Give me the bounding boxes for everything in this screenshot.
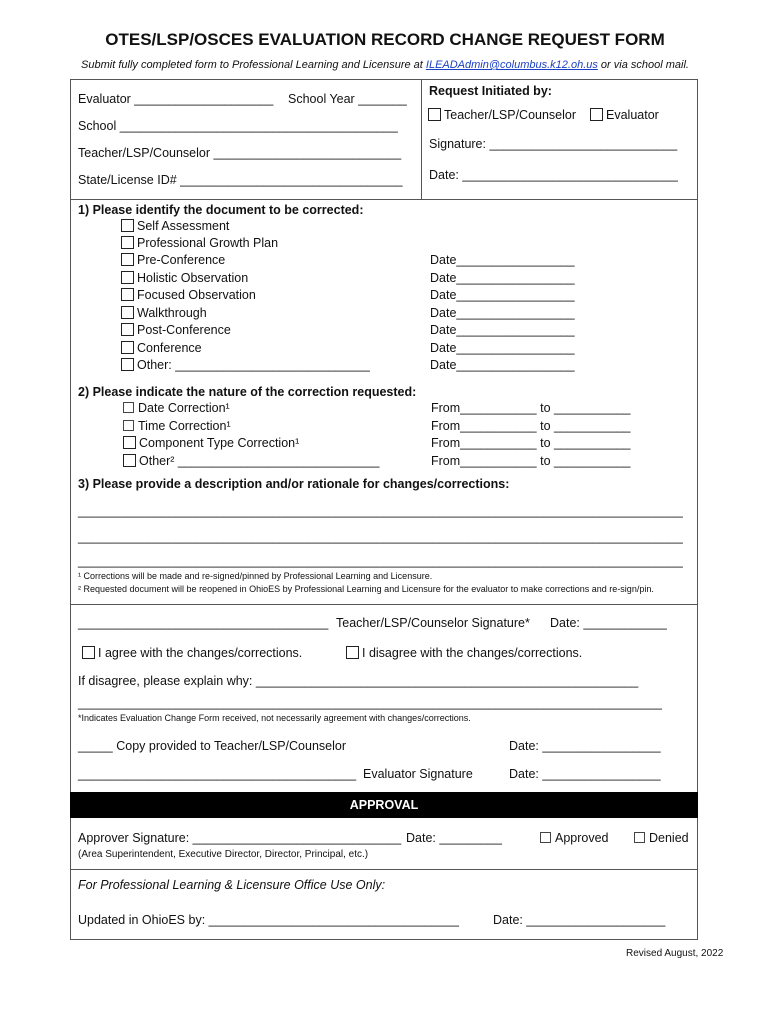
document-date-field[interactable]: Date_________________ bbox=[430, 358, 575, 372]
correction-option-label: Time Correction¹ bbox=[138, 419, 231, 433]
disagree-option[interactable] bbox=[346, 646, 582, 660]
subtitle-prefix: Submit fully completed form to Professional Learning and Licensure at bbox=[81, 59, 426, 71]
document-option-label: Professional Growth Plan bbox=[137, 236, 279, 250]
checkbox-icon[interactable] bbox=[123, 436, 136, 449]
correction-option[interactable] bbox=[123, 401, 230, 415]
document-option[interactable] bbox=[121, 236, 278, 250]
checkbox-icon[interactable] bbox=[540, 832, 551, 843]
checkbox-icon[interactable] bbox=[121, 341, 134, 354]
checkbox-icon[interactable] bbox=[121, 271, 134, 284]
form-subtitle bbox=[0, 59, 770, 71]
correction-option-label: Component Type Correction¹ bbox=[139, 436, 300, 450]
license-field[interactable]: State/License ID# ________________________________ bbox=[78, 173, 403, 187]
document-option[interactable] bbox=[121, 358, 370, 372]
checkbox-icon[interactable] bbox=[123, 420, 134, 431]
description-line[interactable]: _______________________________________________________________________________________ bbox=[78, 530, 683, 544]
disagree-label: I disagree with the changes/corrections. bbox=[362, 646, 583, 660]
correction-range-field[interactable]: From___________ to ___________ bbox=[431, 436, 631, 450]
evaluator-signature-date[interactable]: Date: _________________ bbox=[509, 767, 661, 781]
evaluator-signature-line[interactable]: ________________________________________ bbox=[78, 767, 357, 781]
checkbox-icon[interactable] bbox=[82, 646, 95, 659]
disagree-explain-field[interactable]: If disagree, please explain why: _______________________________________________________ bbox=[78, 674, 639, 688]
correction-range-field[interactable]: From___________ to ___________ bbox=[431, 419, 631, 433]
document-option-label: Conference bbox=[137, 341, 202, 355]
checkbox-icon[interactable] bbox=[121, 253, 134, 266]
evaluator-signature-label: Evaluator Signature bbox=[363, 767, 473, 781]
initiated-teacher-option[interactable] bbox=[428, 108, 576, 122]
disagree-explain-line[interactable]: ____________________________________________________________________________________ bbox=[78, 696, 662, 710]
document-option[interactable] bbox=[121, 271, 248, 285]
approver-signature-field[interactable]: Approver Signature: ______________________________ bbox=[78, 831, 402, 845]
correction-range-field[interactable]: From___________ to ___________ bbox=[431, 454, 631, 468]
checkbox-icon[interactable] bbox=[123, 454, 136, 467]
footnote-1: ¹ Corrections will be made and re-signed/pinned by Professional Learning and Licensure. bbox=[78, 571, 433, 581]
document-option-label: Other: ____________________________ bbox=[137, 358, 370, 372]
checkbox-icon[interactable] bbox=[121, 358, 134, 371]
office-use-heading: For Professional Learning & Licensure Office Use Only: bbox=[78, 878, 386, 892]
teacher-signature-date[interactable]: Date: ____________ bbox=[550, 616, 667, 630]
document-date-field[interactable]: Date_________________ bbox=[430, 253, 575, 267]
document-option[interactable] bbox=[121, 341, 202, 355]
section-divider bbox=[70, 604, 698, 605]
initiated-by-label: Request Initiated by: bbox=[429, 84, 552, 98]
header-divider bbox=[421, 79, 422, 199]
teacher-signature-line[interactable]: ____________________________________ bbox=[78, 616, 329, 630]
approved-option[interactable] bbox=[540, 831, 609, 845]
correction-option-label: Date Correction¹ bbox=[138, 401, 230, 415]
document-option[interactable] bbox=[121, 306, 207, 320]
description-line[interactable]: _______________________________________________________________________________________ bbox=[78, 504, 683, 518]
denied-option[interactable] bbox=[634, 831, 689, 845]
approver-date-field[interactable]: Date: _________ bbox=[406, 831, 502, 845]
approval-header: APPROVAL bbox=[70, 792, 698, 818]
school-field[interactable]: School ________________________________________ bbox=[78, 119, 398, 133]
correction-option[interactable] bbox=[123, 436, 299, 450]
document-date-field[interactable]: Date_________________ bbox=[430, 271, 575, 285]
document-date-field[interactable]: Date_________________ bbox=[430, 323, 575, 337]
document-option-label: Walkthrough bbox=[137, 306, 207, 320]
receipt-note: *Indicates Evaluation Change Form received, not necessarily agreement with changes/corrections. bbox=[78, 713, 471, 723]
document-date-field[interactable]: Date_________________ bbox=[430, 288, 575, 302]
checkbox-icon[interactable] bbox=[346, 646, 359, 659]
updated-date-field[interactable]: Date: ____________________ bbox=[493, 913, 666, 927]
checkbox-icon[interactable] bbox=[121, 306, 134, 319]
initiated-teacher-label: Teacher/LSP/Counselor bbox=[444, 108, 577, 122]
checkbox-icon[interactable] bbox=[634, 832, 645, 843]
section1-heading: 1) Please identify the document to be corrected: bbox=[78, 203, 364, 217]
document-option-label: Focused Observation bbox=[137, 288, 256, 302]
document-option-label: Self Assessment bbox=[137, 219, 230, 233]
correction-range-field[interactable]: From___________ to ___________ bbox=[431, 401, 631, 415]
checkbox-icon[interactable] bbox=[428, 108, 441, 121]
initiator-signature-field[interactable]: Signature: ___________________________ bbox=[429, 137, 678, 151]
initiated-evaluator-option[interactable] bbox=[590, 108, 659, 122]
section-divider bbox=[70, 869, 698, 870]
checkbox-icon[interactable] bbox=[121, 236, 134, 249]
description-line[interactable]: _______________________________________________________________________________________ bbox=[78, 554, 683, 568]
subtitle-suffix: or via school mail. bbox=[597, 59, 689, 71]
email-link[interactable]: ILEADAdmin@columbus.k12.oh.us bbox=[425, 59, 598, 71]
checkbox-icon[interactable] bbox=[123, 402, 134, 413]
section-divider bbox=[70, 199, 698, 200]
footnote-2: ² Requested document will be reopened in OhioES by Professional Learning and Licensure for the evaluator to make corrections and re-sign/pin. bbox=[78, 584, 654, 594]
document-option[interactable] bbox=[121, 288, 256, 302]
copy-provided-date[interactable]: Date: _________________ bbox=[509, 739, 661, 753]
document-option-label: Post-Conference bbox=[137, 323, 231, 337]
section3-heading: 3) Please provide a description and/or rationale for changes/corrections: bbox=[78, 477, 510, 491]
evaluator-field[interactable]: Evaluator ____________________ bbox=[78, 92, 274, 106]
teacher-signature-label: Teacher/LSP/Counselor Signature* bbox=[336, 616, 530, 630]
copy-provided-field[interactable]: _____ Copy provided to Teacher/LSP/Counselor bbox=[78, 739, 346, 753]
section2-heading: 2) Please indicate the nature of the correction requested: bbox=[78, 385, 417, 399]
updated-by-field[interactable]: Updated in OhioES by: ____________________________________ bbox=[78, 913, 459, 927]
denied-label: Denied bbox=[649, 831, 689, 845]
document-option[interactable] bbox=[121, 253, 225, 267]
correction-option[interactable] bbox=[123, 419, 231, 433]
teacher-field[interactable]: Teacher/LSP/Counselor ___________________________ bbox=[78, 146, 402, 160]
initiated-evaluator-label: Evaluator bbox=[606, 108, 659, 122]
document-date-field[interactable]: Date_________________ bbox=[430, 306, 575, 320]
checkbox-icon[interactable] bbox=[590, 108, 603, 121]
initiator-date-field[interactable]: Date: _______________________________ bbox=[429, 168, 678, 182]
form-title: OTES/LSP/OSCES EVALUATION RECORD CHANGE REQUEST FORM bbox=[105, 30, 665, 49]
agree-label: I agree with the changes/corrections. bbox=[98, 646, 303, 660]
document-option-label: Pre-Conference bbox=[137, 253, 226, 267]
correction-option[interactable] bbox=[123, 454, 380, 468]
agree-option[interactable] bbox=[82, 646, 302, 660]
checkbox-icon[interactable] bbox=[121, 219, 134, 232]
school-year-field[interactable]: School Year _______ bbox=[288, 92, 407, 106]
approver-roles-note: (Area Superintendent, Executive Director, Director, Principal, etc.) bbox=[78, 849, 369, 860]
approved-label: Approved bbox=[555, 831, 609, 845]
checkbox-icon[interactable] bbox=[121, 323, 134, 336]
document-option[interactable] bbox=[121, 219, 229, 233]
document-date-field[interactable]: Date_________________ bbox=[430, 341, 575, 355]
document-option-label: Holistic Observation bbox=[137, 271, 249, 285]
revision-date: Revised August, 2022 bbox=[626, 948, 724, 959]
correction-option-label: Other² _____________________________ bbox=[139, 454, 380, 468]
checkbox-icon[interactable] bbox=[121, 288, 134, 301]
document-option[interactable] bbox=[121, 323, 231, 337]
